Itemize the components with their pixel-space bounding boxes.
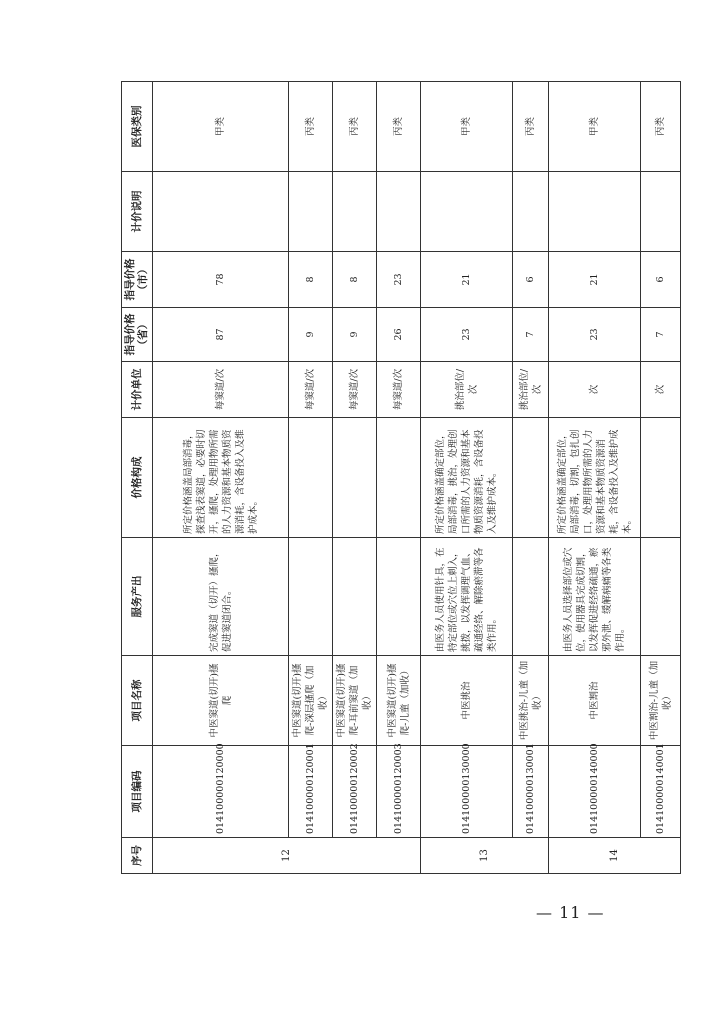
name-cell: 中医窦道(切开)搔爬-耳前窦道（加收） — [333, 656, 377, 746]
unit-cell: 次 — [641, 362, 681, 418]
price-prov-cell: 9 — [289, 308, 333, 362]
seq-cell: 12 — [153, 838, 421, 874]
page-number: — 11 — — [536, 903, 605, 922]
header-output: 服务产出 — [122, 538, 153, 656]
price-prov-cell: 26 — [377, 308, 421, 362]
header-note: 计价说明 — [122, 172, 153, 252]
table-row — [153, 82, 289, 874]
composition-cell — [513, 418, 549, 538]
table-row — [549, 82, 641, 874]
table-row — [513, 82, 549, 874]
table-row — [641, 82, 681, 874]
price-prov-cell: 87 — [153, 308, 289, 362]
composition-cell — [377, 418, 421, 538]
price-city-cell: 8 — [333, 252, 377, 308]
category-cell: 丙类 — [333, 82, 377, 172]
code-cell: 014100000140000 — [549, 746, 641, 838]
category-cell: 丙类 — [377, 82, 421, 172]
unit-cell: 次 — [549, 362, 641, 418]
price-table-rotated — [121, 82, 673, 874]
name-cell: 中医窦道(切开)搔爬 — [153, 656, 289, 746]
note-cell — [513, 172, 549, 252]
header-unit: 计价单位 — [122, 362, 153, 418]
output-cell — [377, 538, 421, 656]
composition-cell: 所定价格涵盖局部消毒，探查浅表窦道，必要时切开，搔爬，处理用物所需的人力资源和基本物质资源消耗，含设备投入及维护成本。 — [153, 418, 289, 538]
unit-cell: 每窦道/次 — [377, 362, 421, 418]
header-category: 医保类别 — [122, 82, 153, 172]
output-cell: 由医务人员选择部位或穴位，使用器具完成切割，以发挥促进经络疏通，瘀邪外泄、缓解病痛等各类作用。 — [549, 538, 641, 656]
price-city-cell: 21 — [549, 252, 641, 308]
category-cell: 甲类 — [153, 82, 289, 172]
name-cell: 中医窦道(切开)搔爬-深层搔爬（加收） — [289, 656, 333, 746]
category-cell: 甲类 — [549, 82, 641, 172]
output-cell — [333, 538, 377, 656]
price-city-cell: 21 — [421, 252, 513, 308]
name-cell: 中医割治 — [549, 656, 641, 746]
code-cell: 014100000120000 — [153, 746, 289, 838]
code-cell: 014100000120002 — [333, 746, 377, 838]
note-cell — [421, 172, 513, 252]
category-cell: 甲类 — [421, 82, 513, 172]
output-cell — [289, 538, 333, 656]
note-cell — [641, 172, 681, 252]
composition-cell — [333, 418, 377, 538]
name-cell: 中医窦道(切开)搔爬-儿童（加收） — [377, 656, 421, 746]
price-city-cell: 6 — [641, 252, 681, 308]
name-cell: 中医挑治 — [421, 656, 513, 746]
composition-cell — [289, 418, 333, 538]
table-row — [289, 82, 333, 874]
composition-cell: 所定价格涵盖确定部位，局部消毒，挑治，处理创口所需的人力资源和基本物质资源消耗，含设备投入及维护成本。 — [421, 418, 513, 538]
category-cell: 丙类 — [289, 82, 333, 172]
unit-cell: 挑治部位/次 — [513, 362, 549, 418]
table-row — [377, 82, 421, 874]
unit-cell: 挑治部位/次 — [421, 362, 513, 418]
unit-cell: 每窦道/次 — [333, 362, 377, 418]
unit-cell: 每窦道/次 — [289, 362, 333, 418]
output-cell — [641, 538, 681, 656]
header-composition: 价格构成 — [122, 418, 153, 538]
price-prov-cell: 23 — [421, 308, 513, 362]
price-prov-cell: 7 — [641, 308, 681, 362]
note-cell — [333, 172, 377, 252]
output-cell: 由医务人员使用针具，在特定部位或穴位上刺入，挑拨，以发挥调理气血、疏通经络、解除瘀滞等各类作用。 — [421, 538, 513, 656]
price-table — [121, 81, 681, 874]
code-cell: 014100000130000 — [421, 746, 513, 838]
note-cell — [153, 172, 289, 252]
price-prov-cell: 9 — [333, 308, 377, 362]
code-cell: 014100000120001 — [289, 746, 333, 838]
output-cell: 完成窦道（切开）搔爬，促进窦道闭合。 — [153, 538, 289, 656]
seq-cell: 13 — [421, 838, 549, 874]
category-cell: 丙类 — [641, 82, 681, 172]
header-code: 项目编码 — [122, 746, 153, 838]
unit-cell: 每窦道/次 — [153, 362, 289, 418]
code-cell: 014100000140001 — [641, 746, 681, 838]
price-prov-cell: 7 — [513, 308, 549, 362]
price-city-cell: 6 — [513, 252, 549, 308]
category-cell: 丙类 — [513, 82, 549, 172]
price-prov-cell: 23 — [549, 308, 641, 362]
header-name: 项目名称 — [122, 656, 153, 746]
table-row — [333, 82, 377, 874]
note-cell — [377, 172, 421, 252]
header-price-prov: 指导价格（省） — [122, 308, 153, 362]
composition-cell — [641, 418, 681, 538]
name-cell: 中医割治-儿童（加收） — [641, 656, 681, 746]
table-row — [421, 82, 513, 874]
price-city-cell: 23 — [377, 252, 421, 308]
header-row — [122, 82, 153, 874]
output-cell — [513, 538, 549, 656]
composition-cell: 所定价格涵盖确定部位，局部消毒，切割，包扎创口，处理用物所需的人力资源和基本物质资源消耗，含设备投入及维护成本。 — [549, 418, 641, 538]
header-price-city: 指导价格（市） — [122, 252, 153, 308]
note-cell — [289, 172, 333, 252]
seq-cell: 14 — [549, 838, 681, 874]
price-city-cell: 8 — [289, 252, 333, 308]
code-cell: 014100000130001 — [513, 746, 549, 838]
code-cell: 014100000120003 — [377, 746, 421, 838]
rotated-table-area — [121, 82, 673, 874]
note-cell — [549, 172, 641, 252]
price-city-cell: 78 — [153, 252, 289, 308]
name-cell: 中医挑治-儿童（加收） — [513, 656, 549, 746]
header-seq: 序号 — [122, 838, 153, 874]
